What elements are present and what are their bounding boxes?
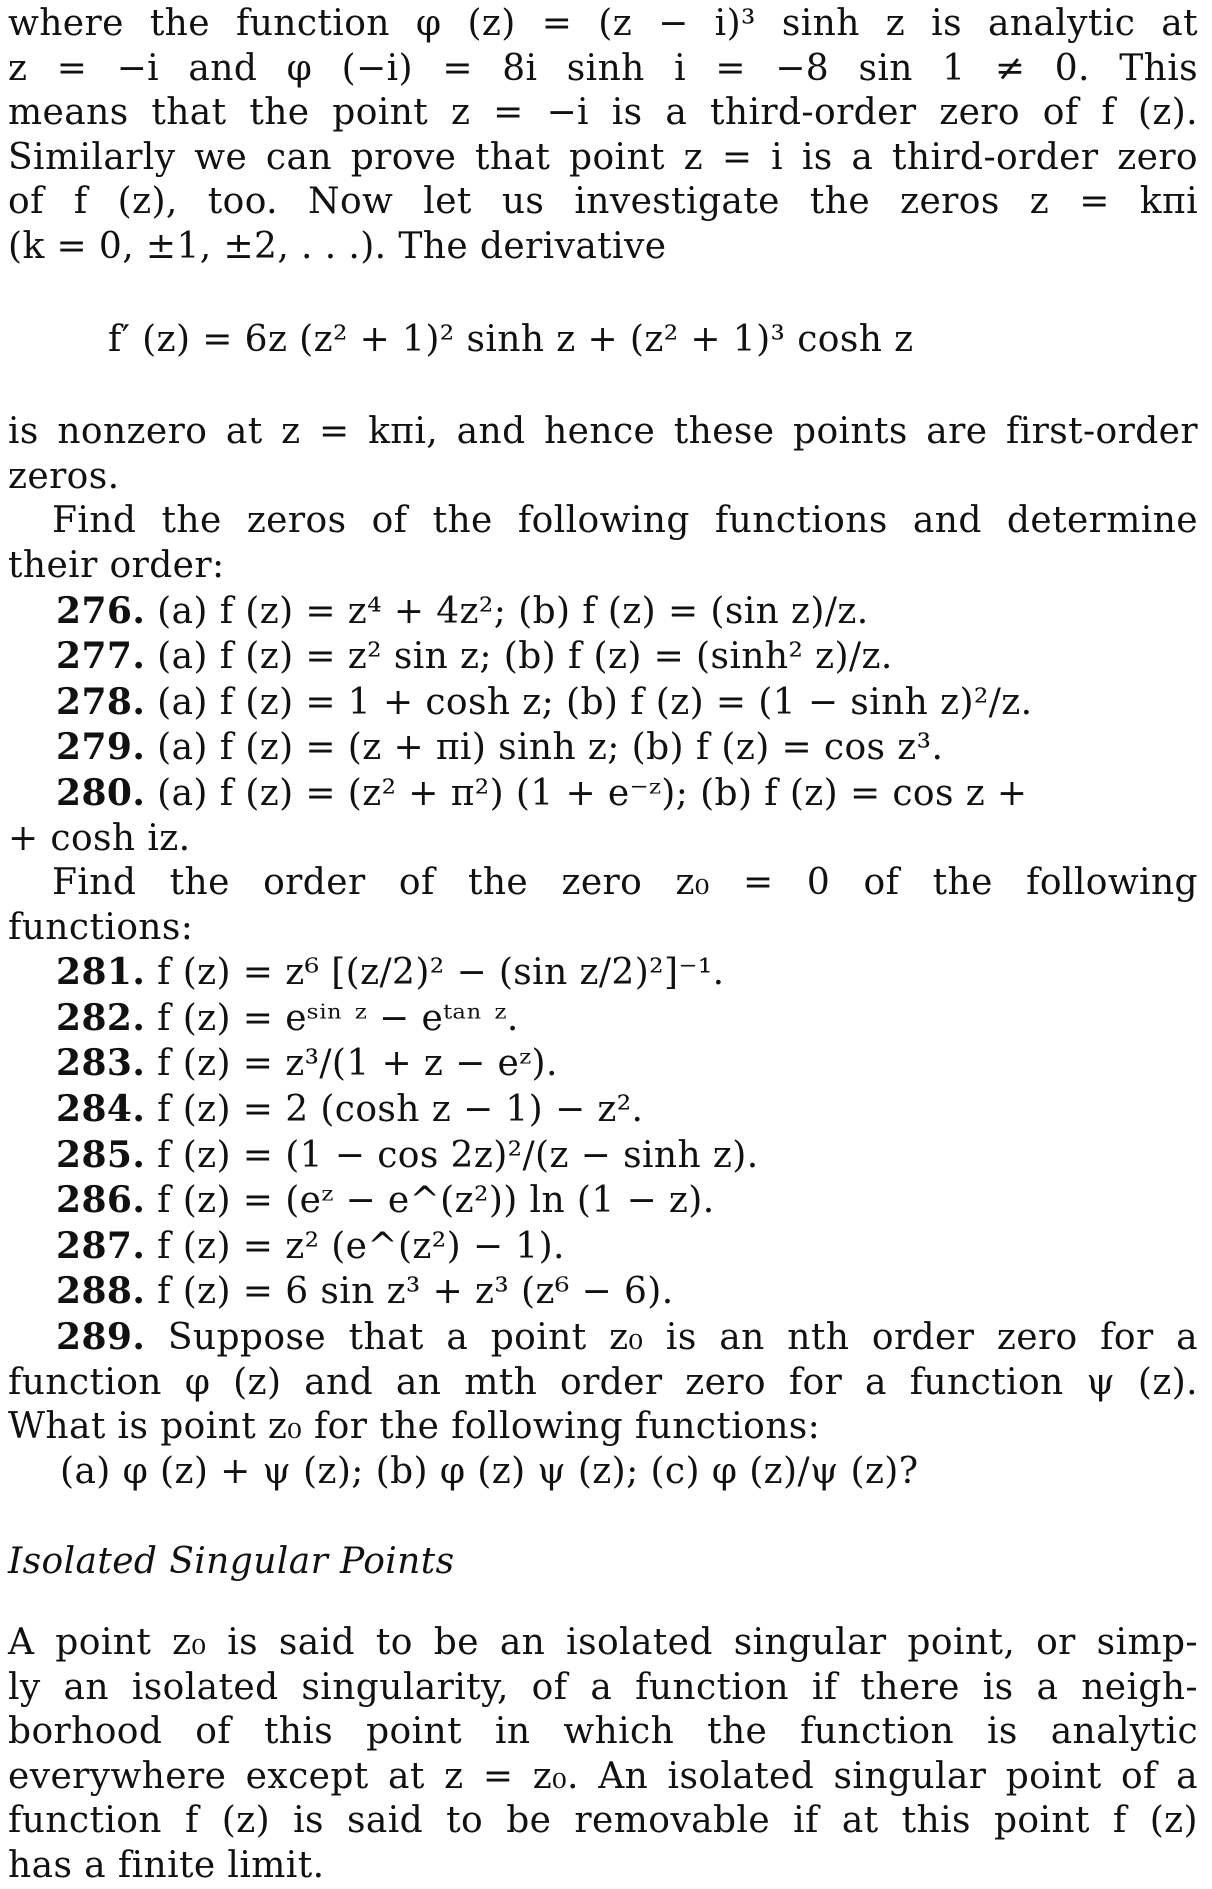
problem-text: Suppose that a point z₀ is an nth order zero for a	[167, 1317, 1198, 1359]
problem-289	[8, 1315, 1198, 1494]
problem-289-first-line	[8, 1315, 1198, 1361]
text-line: What is point z₀ for the following functions:	[8, 1406, 821, 1448]
problem-number: 280.	[56, 771, 146, 814]
problem-279	[8, 725, 1198, 771]
problem-285	[8, 1133, 1198, 1179]
text-line: everywhere except at z = z₀. An isolated singular point of a	[8, 1755, 1198, 1797]
problem-287	[8, 1224, 1198, 1270]
intro-paragraph	[8, 2, 1198, 270]
problem-281	[8, 950, 1198, 996]
text-line: ly an isolated singularity, of a function if there is a neigh-	[8, 1666, 1198, 1708]
problem-text: f (z) = 6 sin z³ + z³ (z⁶ − 6).	[157, 1271, 674, 1313]
problem-text: (a) f (z) = 1 + cosh z; (b) f (z) = (1 − sinh z)²/z.	[157, 681, 1033, 723]
problem-text: (a) f (z) = z² sin z; (b) f (z) = (sinh² z)/z.	[157, 636, 893, 678]
text-line: where the function φ (z) = (z − i)³ sinh z is analytic at	[8, 3, 1198, 44]
task-find-zeros	[8, 499, 1198, 588]
text-line: borhood of this point in which the function is analytic	[8, 1711, 1198, 1753]
problem-text: f (z) = z² (e^(z²) − 1).	[157, 1225, 565, 1267]
section-title: Isolated Singular Points	[8, 1541, 455, 1583]
text-line: zeros.	[8, 455, 120, 497]
problem-number: 276.	[56, 589, 146, 632]
problem-text: f (z) = z³/(1 + z − eᶻ).	[157, 1043, 558, 1085]
derivative-equation: f′ (z) = 6z (z² + 1)² sinh z + (z² + 1)³ cosh z	[108, 318, 914, 360]
after-equation-paragraph	[8, 410, 1198, 499]
problem-text: (a) f (z) = (z² + π²) (1 + e⁻ᶻ); (b) f (z) = cos z +	[157, 772, 1028, 814]
text-line: has a finite limit.	[8, 1844, 325, 1886]
problem-282	[8, 996, 1198, 1042]
text-line: function f (z) is said to be removable if at this point f (z)	[8, 1800, 1198, 1842]
problems-276-280	[8, 589, 1198, 862]
problem-280	[8, 771, 1198, 817]
problem-289-options: (a) φ (z) + ψ (z); (b) φ (z) ψ (z); (c) φ (z)/ψ (z)?	[60, 1450, 919, 1492]
text-line: of f (z), too. Now let us investigate the zeros z = kπi	[8, 181, 1198, 223]
problem-number: 281.	[56, 951, 146, 994]
problem-text: f (z) = (eᶻ − e^(z²)) ln (1 − z).	[157, 1180, 715, 1222]
problem-number: 283.	[56, 1042, 146, 1085]
problem-276	[8, 589, 1198, 635]
text-line: their order:	[8, 544, 225, 586]
problem-283	[8, 1041, 1198, 1087]
problem-text: f (z) = z⁶ [(z/2)² − (sin z/2)²]⁻¹.	[157, 952, 725, 994]
problem-number: 286.	[56, 1179, 146, 1222]
problem-number: 279.	[56, 726, 146, 769]
text-line: functions:	[8, 906, 194, 948]
problem-number: 288.	[56, 1270, 146, 1313]
text-line: means that the point z = −i is a third-order zero of f (z).	[8, 92, 1198, 134]
text-line: z = −i and φ (−i) = 8i sinh i = −8 sin 1 ≠ 0. This	[8, 47, 1198, 89]
problem-text: f (z) = eˢⁱⁿ ᶻ − eᵗᵃⁿ ᶻ.	[157, 997, 519, 1039]
text-line: Similarly we can prove that point z = i is a third-order zero	[8, 136, 1198, 178]
problem-text: (a) f (z) = z⁴ + 4z²; (b) f (z) = (sin z)/z.	[157, 590, 869, 632]
text-line: is nonzero at z = kπi, and hence these points are first-order	[8, 411, 1198, 453]
task-find-order	[8, 861, 1198, 950]
problem-text: f (z) = (1 − cos 2z)²/(z − sinh z).	[157, 1134, 759, 1176]
text-line: Find the zeros of the following functions and determine	[52, 500, 1198, 542]
problem-277	[8, 634, 1198, 680]
problem-286	[8, 1178, 1198, 1224]
text-line: function φ (z) and an mth order zero for a function ψ (z).	[8, 1361, 1198, 1403]
text-line: A point z₀ is said to be an isolated singular point, or simp-	[8, 1622, 1198, 1663]
problem-text: (a) f (z) = (z + πi) sinh z; (b) f (z) = cos z³.	[157, 727, 944, 769]
problem-number: 285.	[56, 1133, 146, 1176]
problem-number: 277.	[56, 635, 146, 678]
definition-paragraph	[8, 1621, 1198, 1889]
problem-number: 282.	[56, 996, 146, 1039]
text-line: (k = 0, ±1, ±2, . . .). The derivative	[8, 225, 667, 267]
problem-278	[8, 680, 1198, 726]
problem-288	[8, 1269, 1198, 1315]
problems-281-288	[8, 950, 1198, 1315]
problem-number: 289.	[56, 1316, 146, 1359]
text-line: Find the order of the zero z₀ = 0 of the following	[52, 862, 1198, 904]
problem-284	[8, 1087, 1198, 1133]
problem-number: 287.	[56, 1224, 146, 1267]
problem-number: 278.	[56, 680, 146, 723]
problem-text: f (z) = 2 (cosh z − 1) − z².	[157, 1089, 644, 1131]
problem-280-continuation: + cosh iz.	[8, 817, 191, 859]
problem-number: 284.	[56, 1088, 146, 1131]
